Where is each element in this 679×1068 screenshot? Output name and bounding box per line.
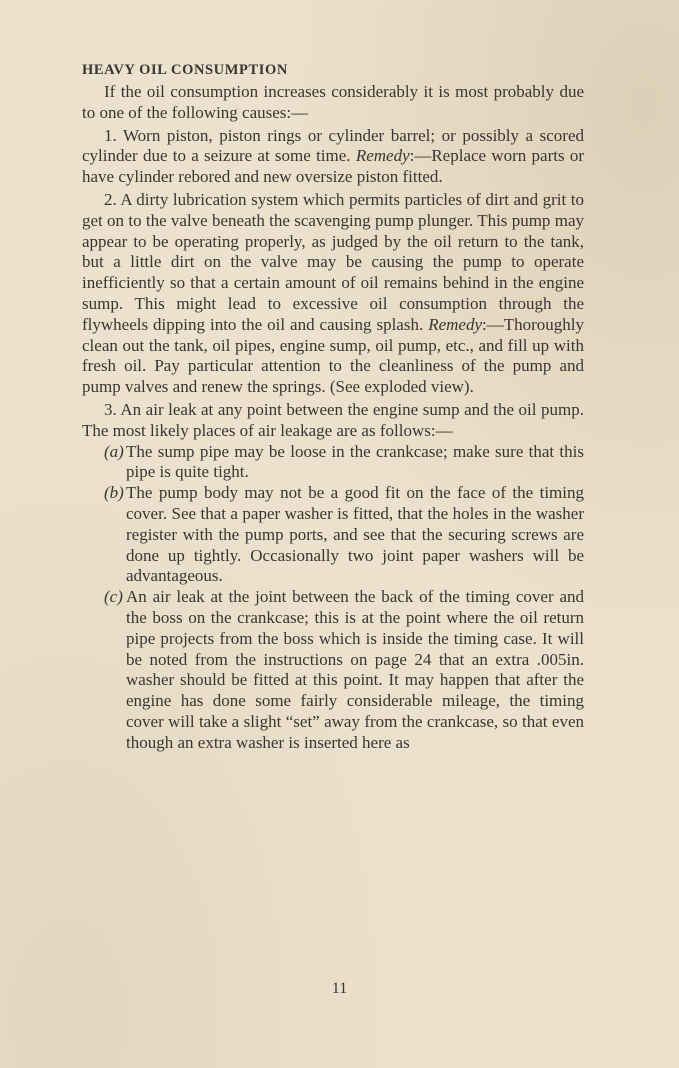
page-content bbox=[82, 60, 584, 754]
air-leak-list bbox=[82, 442, 584, 754]
cause-2-remedy-label: Remedy bbox=[428, 314, 482, 334]
list-item bbox=[82, 587, 584, 753]
body-text bbox=[82, 82, 584, 754]
list-item-text: The sump pipe may be loose in the crankcase; make sure that this pipe is quite tight. bbox=[126, 441, 584, 482]
intro-paragraph: If the oil consumption increases considerably it is most probably due to one of the following causes:— bbox=[82, 82, 584, 122]
cause-1-remedy-label: Remedy bbox=[355, 146, 410, 166]
cause-2-text: 2. A dirty lubrication system which permits particles of dirt and grit to get on to the valve beneath the scavenging pump plunger. This pump may appear to be operating properly, as judged by the oil return to the tank, but a little dirt on the valve may be causing the pump to operate inefficiently so that a certain amount of oil remains behind in the engine sump. This might lead to excessive oil consumption through the flywheels dipping into the oil and causing splash. bbox=[82, 189, 584, 334]
cause-3-paragraph: 3. An air leak at any point between the engine sump and the oil pump. The most likely places of air leakage are as follows:— bbox=[82, 399, 584, 440]
list-item-label: (a) bbox=[104, 441, 124, 461]
page-number: 11 bbox=[331, 980, 348, 997]
cause-1-text: 1. Worn piston, piston rings or cylinder barrel; or possibly a scored cylinder due to a seizure at some time. bbox=[82, 125, 584, 166]
list-item bbox=[82, 483, 584, 587]
list-item-text: The pump body may not be a good fit on the face of the timing cover. See that a paper washer is fitted, that the holes in the washer register with the pump ports, and see that the securing screws are done up tightly. Occasionally two joint paper washers will be advantageous. bbox=[126, 483, 584, 586]
cause-2-paragraph bbox=[82, 190, 584, 398]
section-heading: HEAVY OIL CONSUMPTION bbox=[82, 62, 288, 78]
list-item-text: An air leak at the joint between the back of the timing cover and the boss on the crankcase; this is at the point where the oil return pipe projects from the boss which is inside the timing case. It will be noted from the instructions on page 24 that an extra .005in. washer should be fitted at this point. It may happen that after the engine has done some fairly considerable mileage, the timing cover will take a slight “set” away from the crankcase, so that even though an extra washer is inserted here as bbox=[126, 587, 584, 752]
cause-1-remedy-text: :—Replace worn parts or have cylinder rebored and new oversize piston fitted. bbox=[82, 146, 584, 187]
cause-2-remedy-text: :—Thoroughly clean out the tank, oil pipes, engine sump, oil pump, etc., and fill up with fresh oil. Pay particular attention to the cleanliness of the pump and pump valves and renew the springs. (See exploded view). bbox=[82, 314, 584, 397]
list-item-label: (c) bbox=[104, 587, 123, 607]
list-item bbox=[82, 442, 584, 484]
list-item-label: (b) bbox=[104, 483, 124, 503]
cause-1-paragraph bbox=[82, 126, 584, 188]
